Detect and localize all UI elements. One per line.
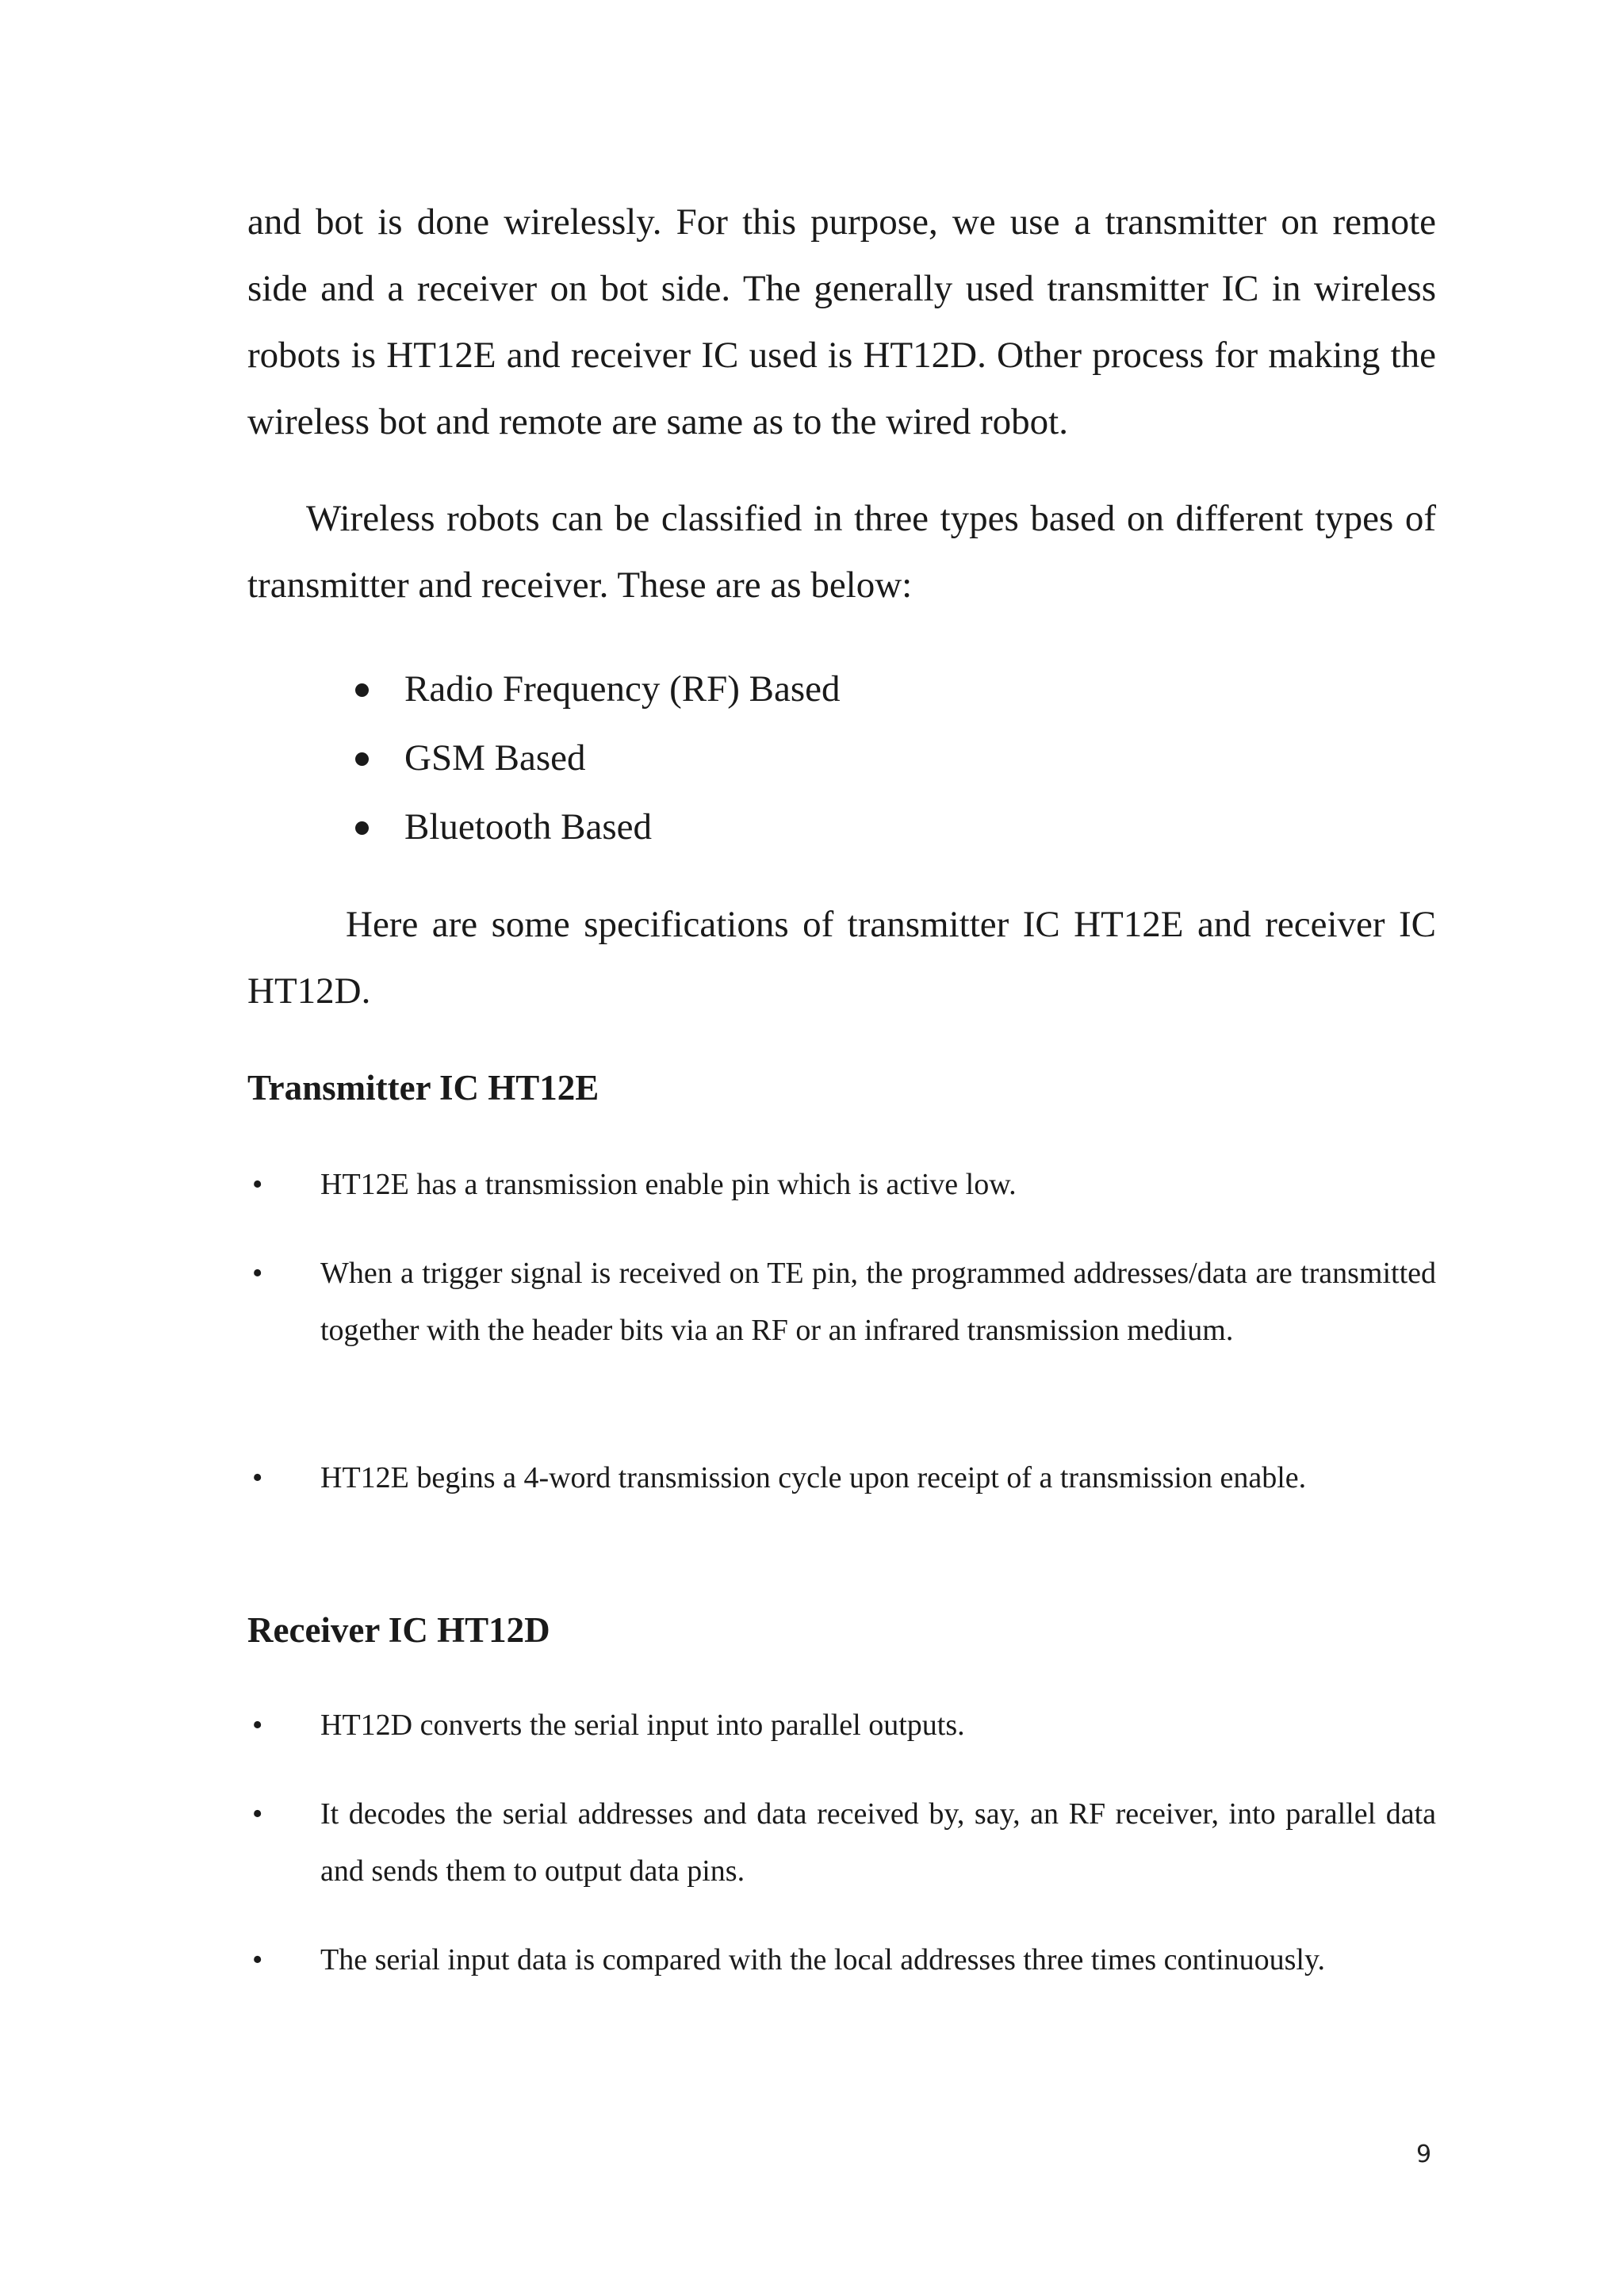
bullet-icon: [355, 821, 369, 835]
bullet-icon: •: [252, 1943, 263, 1976]
document-page: and bot is done wirelessly. For this purpose, we use a transmitter on remote side and a receiver on bot side. The generally used transmitter IC in wireless robots is HT12E and receiver IC used is HT12D. Other process for making the wireless bot and remote are same as to the wired robot. Wireless robots can be classified in three types based on different types of transmitter and receiver. These are as below: Radio Frequency (RF) Based GSM Based Bluetooth Based Here are some specifications of transmitter IC HT12E and receiver IC HT12D. Transmitter IC HT12E • HT12E has a transmission enable pin which is active low. • When a trigger signal is received on TE pin, the programmed addresses/data are transmitted together with the header bits via an RF or an infrared transmission medium. • HT12E begins a 4-word transmission cycle upon receipt of a transmission enable. Receiver IC HT12D • HT12D converts the serial input into parallel outputs. • It decodes the serial addresses and data received by, say, an RF receiver, into parallel data and sends them to output data pins. • The serial input data is compared with the local addresses three times continuously. 9: [0, 0, 1624, 2296]
page-number: 9: [1416, 2141, 1432, 2168]
bullet-icon: •: [252, 1168, 263, 1201]
classification-paragraph: Wireless robots can be classified in three types based on different types of transmitter and receiver. These are as below:: [247, 498, 1436, 606]
list-item: Bluetooth Based: [349, 793, 841, 862]
bullet-icon: •: [252, 1461, 263, 1494]
receiver-heading: Receiver IC HT12D: [247, 1610, 550, 1650]
specs-intro-paragraph: Here are some specifications of transmitter IC HT12E and receiver IC HT12D.: [247, 904, 1436, 1012]
bullet-icon: [355, 683, 369, 697]
list-item: Radio Frequency (RF) Based: [349, 655, 841, 724]
bullet-icon: •: [252, 1797, 263, 1831]
bullet-icon: •: [252, 1257, 263, 1290]
bullet-icon: [355, 752, 369, 766]
transmitter-heading: Transmitter IC HT12E: [247, 1068, 599, 1108]
intro-paragraph: and bot is done wirelessly. For this purpose, we use a transmitter on remote side and a receiver on bot side. The generally used transmitter IC in wireless robots is HT12E and receiver IC used is HT12D. Other process for making the wireless bot and remote are same as to the wired robot.: [247, 201, 1436, 442]
bullet-icon: •: [252, 1709, 263, 1742]
list-item: GSM Based: [349, 724, 841, 793]
robot-types-list: [349, 655, 841, 862]
